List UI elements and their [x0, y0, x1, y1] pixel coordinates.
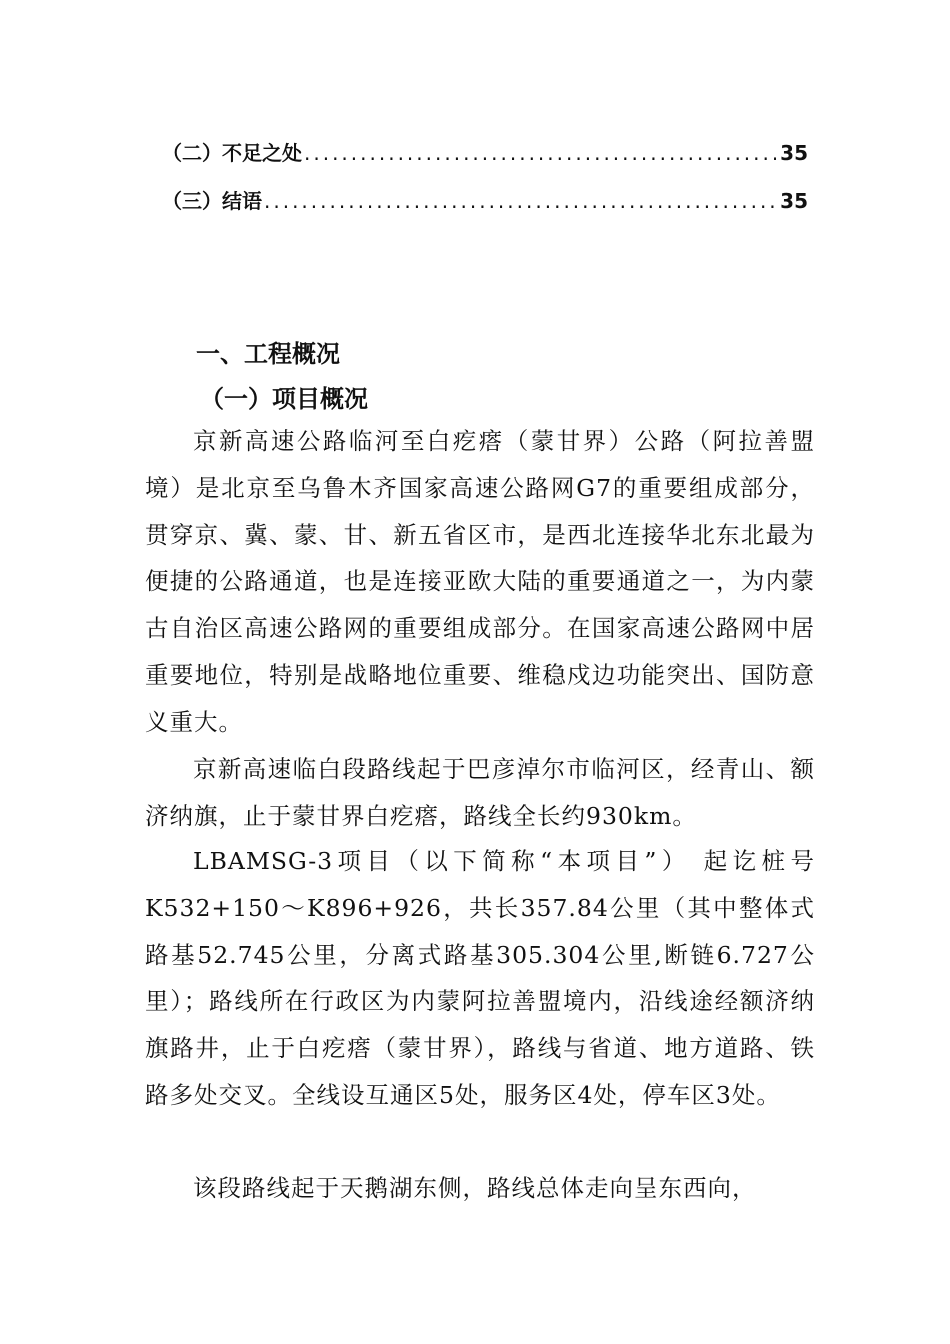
toc-page-number: 35: [780, 141, 808, 165]
body-paragraph-overview: 京新高速公路临河至白疙瘩（蒙甘界）公路（阿拉善盟境）是北京至乌鲁木齐国家高速公路网G7的重要组成部分，贯穿京、冀、蒙、甘、新五省区市，是西北连接华北东北最为便捷的公路通道，也是连接亚欧大陆的重要通道之一，为内蒙古自治区高速公路网的重要组成部分。在国家高速公路网中居重要地位，特别是战略地位重要、维稳戍边功能突出、国防意义重大。: [145, 427, 815, 736]
toc-entry-shortcomings[interactable]: [162, 137, 808, 167]
toc-entry-title: （二）不足之处: [162, 141, 302, 165]
section-heading: 一、工程概况: [196, 340, 340, 368]
body-paragraph-route-length: 京新高速临白段路线起于巴彦淖尔市临河区，经青山、额济纳旗，止于蒙甘界白疙瘩，路线全长约930km。: [145, 755, 815, 830]
body-paragraph-route-start: 该段路线起于天鹅湖东侧，路线总体走向呈东西向，: [193, 1174, 757, 1202]
toc-dot-leader: [304, 141, 776, 165]
subsection-heading: （一）项目概况: [200, 385, 368, 413]
toc-dot-leader: [264, 189, 776, 213]
body-paragraph-project-scope: LBAMSG-3项目（以下简称“本项目”） 起讫桩号K532+150～K896+926，共长357.84公里（其中整体式路基52.745公里，分离式路基305.304公里,断链6.727公里）；路线所在行政区为内蒙阿拉善盟境内，沿线途经额济纳旗路井，止于白疙瘩（蒙甘界），路线与省道、地方道路、铁路多处交叉。全线设互通区5处，服务区4处，停车区3处。: [145, 847, 815, 1109]
toc-page-number: 35: [780, 189, 808, 213]
toc-entry-title: （三）结语: [162, 189, 262, 213]
toc-entry-conclusion[interactable]: [162, 185, 808, 215]
